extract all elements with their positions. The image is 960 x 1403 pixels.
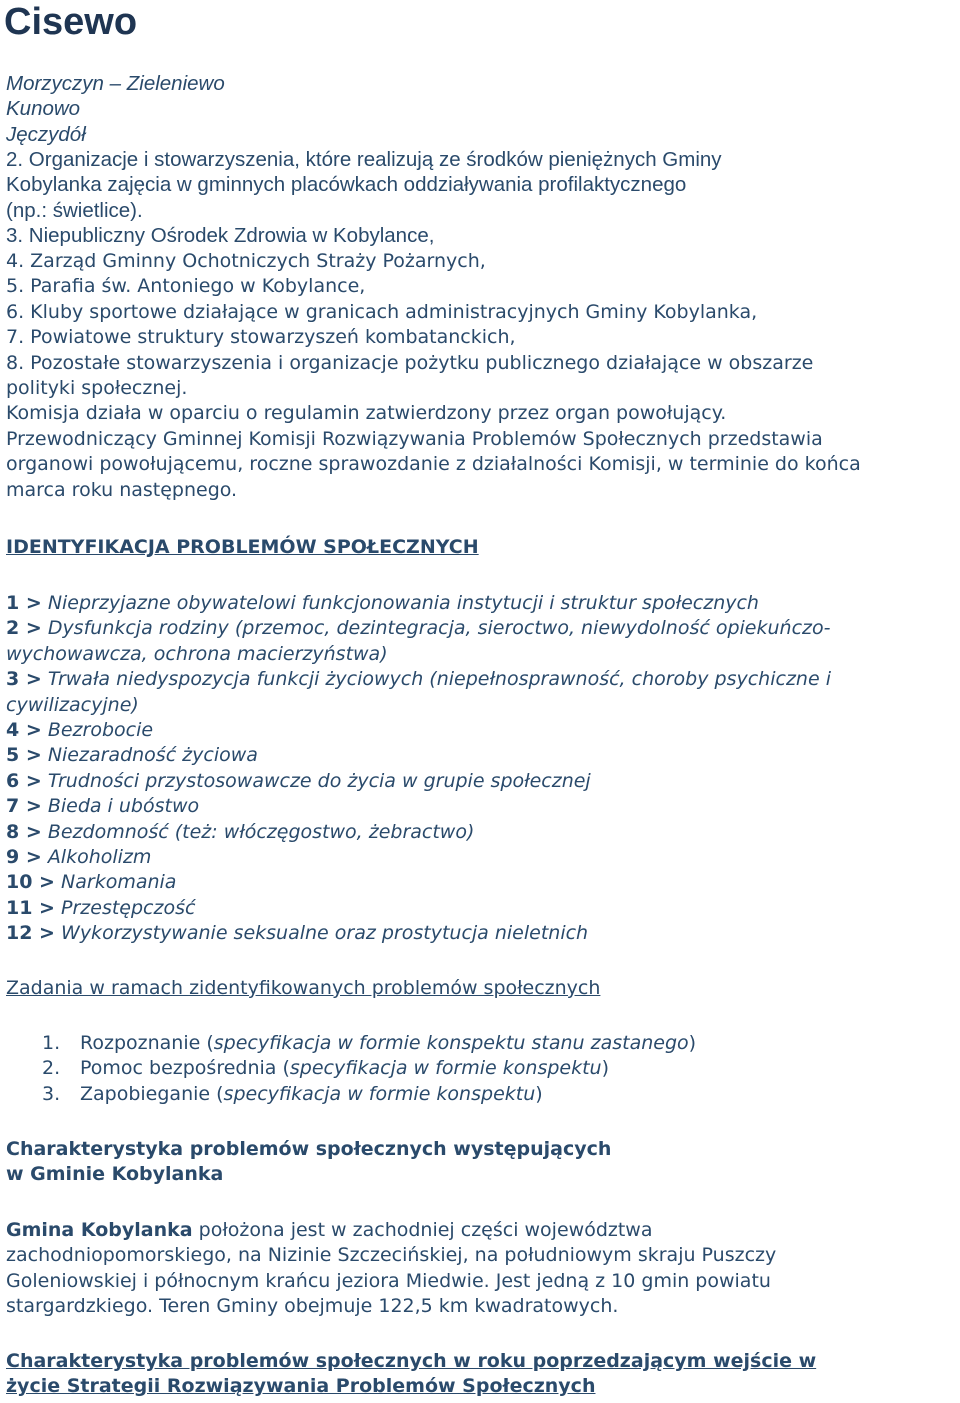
problem-text-continued: wychowawcza, ochrona macierzyństwa) xyxy=(6,642,388,665)
problem-number: 10 > xyxy=(6,871,55,894)
problem-number: 2 > xyxy=(6,617,42,640)
org-line: 4. Zarząd Gminny Ochotniczych Straży Pożarnych, xyxy=(6,250,486,272)
problem-item xyxy=(6,870,956,895)
problem-text: Nieprzyjazne obywatelowi funkcjonowania instytucji i struktur społecznych xyxy=(47,592,759,614)
problem-text: Trwała niedyspozycja funkcji życiowych (niepełnosprawność, choroby psychiczne i xyxy=(47,668,831,691)
problem-item xyxy=(6,845,956,870)
problem-number: 3 > xyxy=(6,668,42,691)
problem-number: 7 > xyxy=(6,795,42,818)
gmina-name: Gmina Kobylanka xyxy=(6,1219,193,1241)
problem-number: 5 > xyxy=(6,744,42,767)
task-item: 2. Pomoc bezpośrednia (specyfikacja w formie konspektu) xyxy=(6,1056,956,1081)
problem-text-continued: cywilizacyjne) xyxy=(6,693,139,716)
page-title: Cisewo xyxy=(4,1,138,43)
org-line: polityki społecznej. xyxy=(6,377,188,400)
place-item: Kunowo xyxy=(6,97,81,121)
problems-heading: IDENTYFIKACJA PROBLEMÓW SPOŁECZNYCH xyxy=(6,536,479,558)
problem-number: 9 > xyxy=(6,846,42,869)
place-item: Morzyczyn – Zieleniewo xyxy=(6,72,225,95)
places-list xyxy=(6,71,956,147)
tasks-heading: Zadania w ramach zidentyfikowanych problemów społecznych xyxy=(6,977,601,999)
org-line: 8. Pozostałe stowarzyszenia i organizacje pożytku publicznego działające w obszarze xyxy=(6,351,814,374)
problem-item xyxy=(6,896,956,921)
characteristics-heading: Charakterystyka problemów społecznych występujących w Gminie Kobylanka xyxy=(6,1138,612,1186)
problem-text: Bezrobocie xyxy=(47,719,154,742)
problem-item xyxy=(6,718,956,743)
commission-text: Komisja działa w oparciu o regulamin zatwierdzony przez organ powołujący. xyxy=(6,402,727,425)
problem-number: 6 > xyxy=(6,769,42,792)
task-number: 1. xyxy=(42,1032,61,1054)
org-line: 6. Kluby sportowe działające w granicach administracyjnych Gminy Kobylanka, xyxy=(6,300,758,323)
problem-text: Wykorzystywanie seksualne oraz prostytucja nieletnich xyxy=(61,922,589,945)
problems-list xyxy=(6,591,956,947)
problem-item xyxy=(6,820,956,845)
problem-item xyxy=(6,667,956,692)
org-line: 5. Parafia św. Antoniego w Kobylance, xyxy=(6,275,366,298)
organizations-list-part-1 xyxy=(6,147,956,249)
problem-text: Niezaradność życiowa xyxy=(47,744,258,767)
task-item: 1. Rozpoznanie (specyfikacja w formie konspektu stanu zastanego) xyxy=(6,1031,956,1056)
org-line: (np.: świetlice). xyxy=(6,198,143,222)
problem-number: 8 > xyxy=(6,820,42,843)
org-line: Kobylanka zajęcia w gminnych placówkach oddziaływania profilaktycznego xyxy=(6,173,687,197)
problem-item xyxy=(6,743,956,768)
organizations-list-part-2 xyxy=(6,249,956,503)
problem-text: Bieda i ubóstwo xyxy=(47,795,200,818)
tasks-list xyxy=(6,1031,956,1107)
org-line: 2. Organizacje i stowarzyszenia, które realizują ze środków pieniężnych Gminy xyxy=(6,148,722,171)
problem-text: Trudności przystosowawcze do życia w grupie społecznej xyxy=(47,769,591,792)
problem-item xyxy=(6,921,956,946)
task-number: 2. xyxy=(42,1057,61,1080)
problem-text: Alkoholizm xyxy=(47,846,152,869)
problem-number: 11 > xyxy=(6,896,55,919)
gmina-description: Gmina Kobylanka położona jest w zachodniej części województwa zachodniopomorskiego, na Nizinie Szczecińskiej, na południowym skraju Puszczy Goleniowskiej i północnym krańcu jeziora Miedwie. Jest jedną z 10 gmin powiatu stargardzkiego. Teren Gminy obejmuje 122,5 km kwadratowych. xyxy=(6,1219,777,1318)
org-line: 7. Powiatowe struktury stowarzyszeń kombatanckich, xyxy=(6,326,516,349)
problem-item xyxy=(6,591,956,616)
problem-item xyxy=(6,794,956,819)
place-item: Jęczydół xyxy=(6,122,86,146)
problem-number: 4 > xyxy=(6,719,42,742)
org-line: 3. Niepubliczny Ośrodek Zdrowia w Kobylance, xyxy=(6,224,435,248)
task-number: 3. xyxy=(42,1082,61,1105)
problem-item xyxy=(6,769,956,794)
problem-text: Dysfunkcja rodziny (przemoc, dezintegracja, sieroctwo, niewydolność opiekuńczo- xyxy=(47,617,831,640)
problem-text: Bezdomność (też: włóczęgostwo, żebractwo) xyxy=(47,820,475,843)
problem-number: 1 > xyxy=(6,592,42,614)
problem-item xyxy=(6,616,956,641)
chairman-text: organowi powołującemu, roczne sprawozdanie z działalności Komisji, w terminie do końca xyxy=(6,453,861,476)
final-heading: Charakterystyka problemów społecznych w roku poprzedzającym wejście w życie Strategii Rozwiązywania Problemów Społecznych xyxy=(6,1350,817,1398)
task-item: 3. Zapobieganie (specyfikacja w formie konspektu) xyxy=(6,1082,956,1107)
problem-text: Przestępczość xyxy=(61,896,196,919)
chairman-text: Przewodniczący Gminnej Komisji Rozwiązywania Problemów Społecznych przedstawia xyxy=(6,427,823,450)
chairman-text: marca roku następnego. xyxy=(6,478,238,501)
problem-number: 12 > xyxy=(6,922,55,945)
problem-text: Narkomania xyxy=(61,871,177,894)
